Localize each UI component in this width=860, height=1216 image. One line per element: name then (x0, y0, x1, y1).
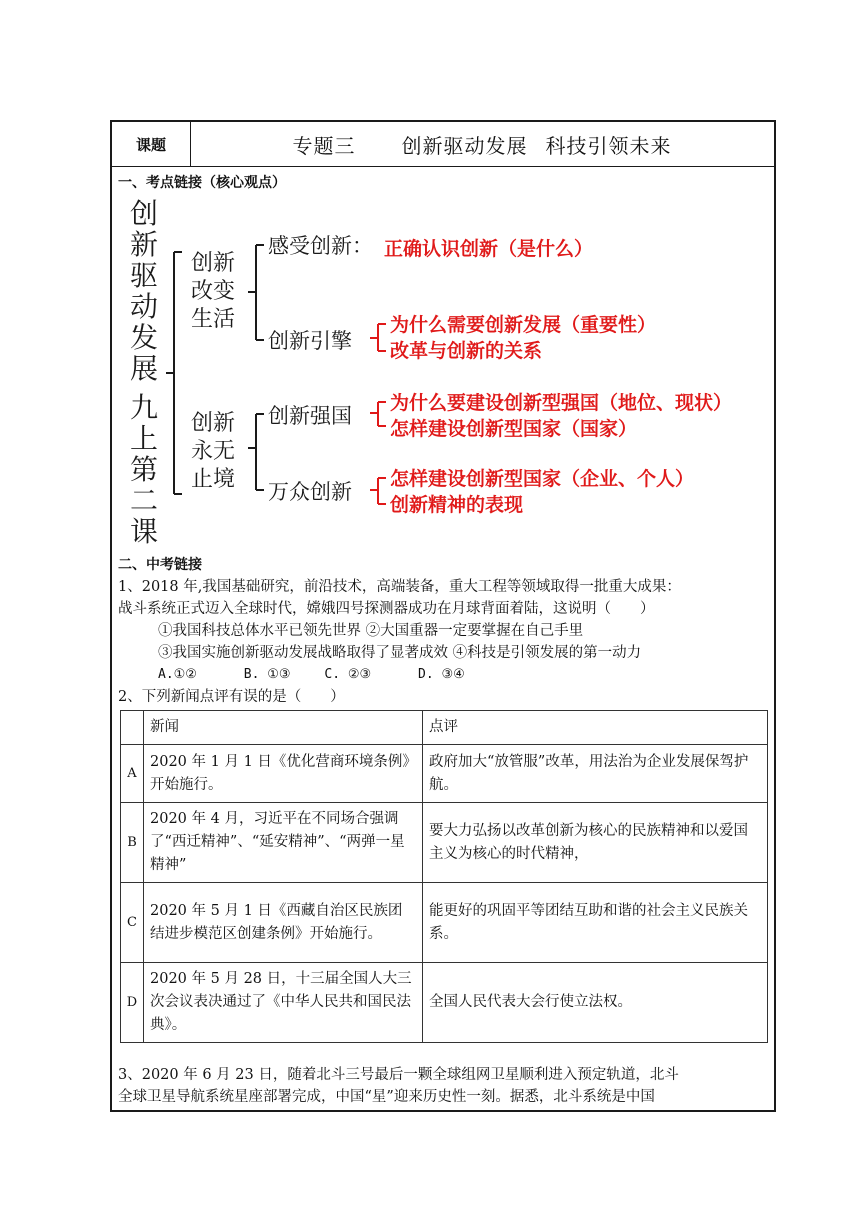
section-heading-1: 一、考点链接（核心观点） (118, 175, 286, 191)
root-label-upper: 创 新 驱 动 发 展 (129, 197, 158, 385)
table-row (121, 745, 768, 803)
row-news: 2020 年 5 月 1 日《西藏自治区民族团结进步模范区创建条例》开始施行。 (144, 883, 423, 963)
section-heading-2: 二、中考链接 (118, 557, 202, 573)
row-letter: C (121, 883, 144, 963)
node-innovation-engine: 创新引擎 (268, 329, 352, 353)
point-how-nation: 怎样建设创新型国家（国家） (390, 418, 638, 440)
table-row (121, 883, 768, 963)
node-mass-innovation: 万众创新 (268, 480, 352, 504)
q3-line2: 全球卫星导航系统星座部署完成，中国“星”迎来历史性一刻。据悉，北斗系统是中国 (118, 1089, 655, 1105)
branch-endless-innovation: 创新 永无 止境 (190, 411, 235, 492)
node-innovation-strong-nation: 创新强国 (268, 404, 352, 428)
table-row (121, 963, 768, 1043)
point-why-strong-nation: 为什么要建设创新型强国（地位、现状） (390, 392, 733, 414)
branch-change-life: 创新 改变 生活 (190, 251, 235, 332)
q3-line1: 3、2020 年 6 月 23 日，随着北斗三号最后一颗全球组网卫星顺利进入预定轨道，北斗 (118, 1067, 679, 1083)
table-header-blank (121, 711, 144, 745)
row-comment: 能更好的巩固平等团结互助和谐的社会主义民族关系。 (423, 883, 768, 963)
mind-map (122, 197, 772, 548)
q1-stem-line1: 1、2018 年,我国基础研究，前沿技术，高端装备，重大工程等领域取得一批重大成果： (118, 579, 681, 595)
point-reform-innovation: 改革与创新的关系 (390, 340, 543, 362)
row-letter: A (121, 745, 144, 803)
title-part-1: 专题三 (292, 133, 356, 158)
q1-options-line1: ①我国科技总体水平已领先世界 ②大国重器一定要掌握在自己手里 (158, 623, 584, 639)
point-why-innovation: 为什么需要创新发展（重要性） (390, 314, 657, 336)
topic-label: 课题 (112, 122, 191, 166)
table-row (121, 803, 768, 883)
point-innovation-spirit: 创新精神的表现 (390, 494, 524, 516)
q1-stem-line2: 战斗系统正式迈入全球时代，嫦娥四号探测器成功在月球背面着陆，这说明（ ） (118, 601, 655, 617)
title-part-2: 创新驱动发展 (401, 133, 528, 158)
title-part-3: 科技引领未来 (545, 133, 672, 158)
title-row (112, 122, 774, 167)
point-how-individual: 怎样建设创新型国家（企业、个人） (390, 468, 695, 490)
node-feel-innovation: 感受创新： (268, 234, 373, 258)
page-title (190, 122, 774, 166)
q1-options-line2: ③我国实施创新驱动发展战略取得了显著成效 ④科技是引领发展的第一动力 (158, 645, 642, 661)
row-comment: 政府加大“放管服”改革，用法治为企业发展保驾护航。 (423, 745, 768, 803)
row-letter: B (121, 803, 144, 883)
table-header-row (121, 711, 768, 745)
q1-choices: A.①② B. ①③ C. ②③ D. ③④ (158, 667, 465, 682)
news-review-table (120, 710, 768, 1043)
row-comment: 要大力弘扬以改革创新为核心的民族精神和以爱国主义为核心的时代精神， (423, 803, 768, 883)
row-news: 2020 年 5 月 28 日，十三届全国人大三次会议表决通过了《中华人民共和国民法典》。 (144, 963, 423, 1043)
row-news: 2020 年 1 月 1 日《优化营商环境条例》开始施行。 (144, 745, 423, 803)
point-what-is-innovation: 正确认识创新（是什么） (384, 238, 594, 260)
q2-stem: 2、下列新闻点评有误的是（ ） (118, 689, 345, 705)
root-label-lower: 九 上 第 二 课 (129, 391, 158, 548)
table-header-news: 新闻 (144, 711, 423, 745)
table-header-comment: 点评 (423, 711, 768, 745)
row-comment: 全国人民代表大会行使立法权。 (423, 963, 768, 1043)
row-letter: D (121, 963, 144, 1043)
row-news: 2020 年 4 月，习近平在不同场合强调了“西迁精神”、“延安精神”、“两弹一星精神” (144, 803, 423, 883)
worksheet (110, 120, 776, 1112)
